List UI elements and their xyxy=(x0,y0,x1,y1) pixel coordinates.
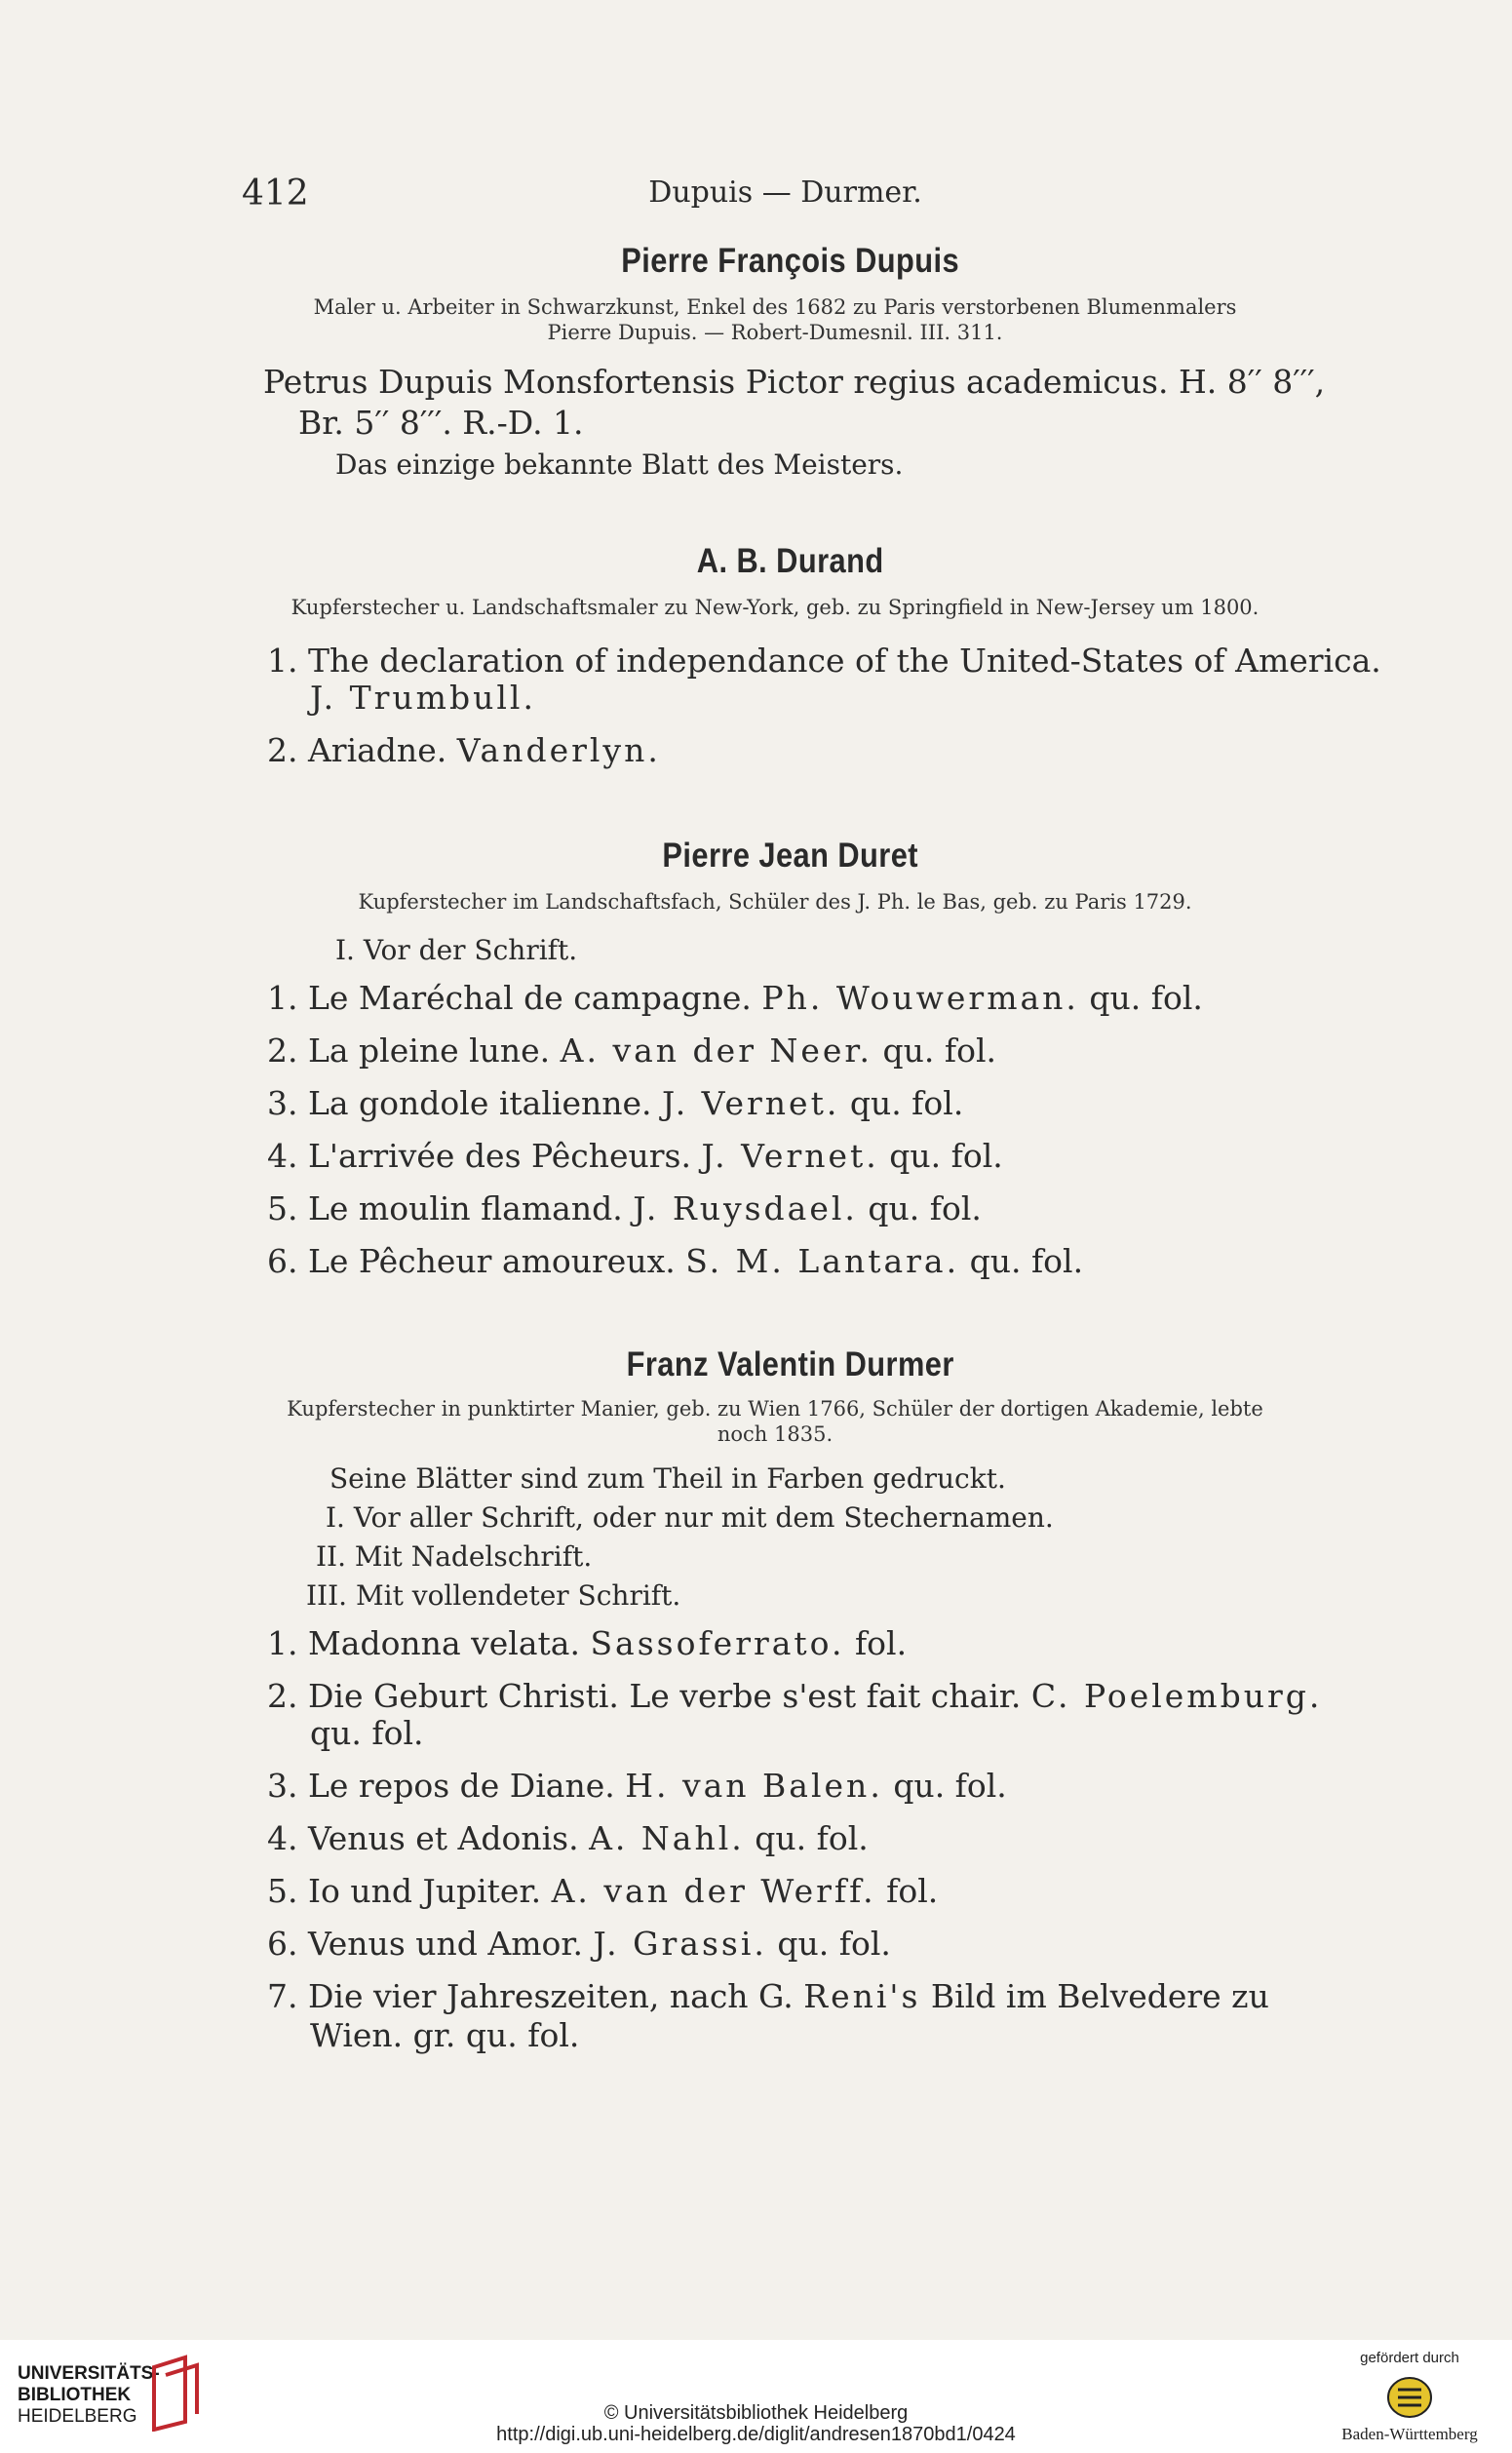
entry-line xyxy=(267,1819,869,1857)
section-title-duret: Pierre Jean Duret xyxy=(662,837,918,875)
bio-line: Pierre Dupuis. — Robert-Dumesnil. III. 311. xyxy=(547,321,1003,344)
entry-line xyxy=(267,1137,1003,1175)
entry-artist: J. Grassi. xyxy=(593,1925,767,1963)
entry-title: 2. La pleine lune. xyxy=(267,1032,551,1070)
entry-format: qu. fol. xyxy=(889,1137,1003,1175)
entry-title: 5. Le moulin flamand. xyxy=(267,1189,623,1227)
bio-dupuis xyxy=(273,294,1277,345)
bio-line: Maler u. Arbeiter in Schwarzkunst, Enkel des 1682 zu Paris verstorbenen Blumenmalers xyxy=(313,295,1237,319)
library-name-line: HEIDELBERG xyxy=(18,2406,137,2427)
entry-title: 5. Io und Jupiter. xyxy=(267,1872,542,1910)
entry-line xyxy=(267,1624,907,1662)
entry-artist: A. van der Werff. xyxy=(551,1872,876,1910)
footer-bar xyxy=(0,2340,1512,2453)
entry-line xyxy=(267,1242,1083,1280)
entry-note: Das einzige bekannte Blatt des Meisters. xyxy=(335,448,904,481)
state-note: III. Mit vollendeter Schrift. xyxy=(306,1579,681,1612)
entry-title: 2. Die Geburt Christi. Le verbe s'est fait chair. xyxy=(267,1677,1022,1715)
entry-line xyxy=(267,731,661,769)
entry-title: 4. L'arrivée des Pêcheurs. xyxy=(267,1137,691,1175)
entry-line xyxy=(267,1925,891,1963)
entry-artist: Ph. Wouwerman. xyxy=(761,979,1079,1017)
entry-artist: C. Poelemburg. xyxy=(1030,1677,1323,1715)
entry-line: Br. 5′′ 8′′′. R.-D. 1. xyxy=(298,404,584,442)
entry-artist: Sassoferrato. xyxy=(590,1624,845,1662)
entry-line-continued: Wien. gr. qu. fol. xyxy=(310,2016,580,2054)
entry-line xyxy=(267,979,1203,1017)
entry-artist: J. Vernet. xyxy=(701,1137,879,1175)
entry-line xyxy=(267,1977,1269,2015)
bio-durmer xyxy=(273,1396,1277,1447)
entry-title: 6. Venus und Amor. xyxy=(267,1925,583,1963)
state-crest-icon xyxy=(1378,2374,1441,2421)
bio-durand xyxy=(273,595,1277,620)
entry-title: 2. Ariadne. xyxy=(267,731,447,769)
sponsor-label: gefördert durch xyxy=(1360,2350,1459,2366)
entry-artist: S. M. Lantara. xyxy=(685,1242,960,1280)
entry-artist: J. Vernet. xyxy=(662,1084,840,1122)
bio-line: Kupferstecher im Landschaftsfach, Schüler des J. Ph. le Bas, geb. zu Paris 1729. xyxy=(358,890,1192,914)
bio-line: noch 1835. xyxy=(717,1422,834,1446)
bio-duret xyxy=(273,889,1277,915)
library-name-line: UNIVERSITÄTS- xyxy=(18,2363,160,2384)
entry-artist: Vanderlyn. xyxy=(456,731,661,769)
bio-line: Kupferstecher in punktirter Manier, geb. zu Wien 1766, Schüler der dortigen Akademie, lebte xyxy=(287,1397,1263,1421)
entry-title: 7. Die vier Jahreszeiten, nach G. xyxy=(267,1977,794,2015)
entry-line xyxy=(267,1032,996,1070)
section-title-durmer: Franz Valentin Durmer xyxy=(626,1345,954,1383)
entry-artist: J. Ruysdael. xyxy=(633,1189,858,1227)
copyright-text: © Universitätsbibliothek Heidelberg xyxy=(603,2402,909,2424)
entry-title: 1. Le Maréchal de campagne. xyxy=(267,979,752,1017)
entry-line xyxy=(267,1677,1322,1715)
state-note: II. Mit Nadelschrift. xyxy=(316,1540,593,1573)
entry-line xyxy=(267,1872,938,1910)
library-name-line: BIBLIOTHEK xyxy=(18,2385,132,2405)
entry-title: 4. Venus et Adonis. xyxy=(267,1819,579,1857)
section-title-dupuis: Pierre François Dupuis xyxy=(621,242,960,280)
entry-artist: A. van der Neer. xyxy=(560,1032,873,1070)
entry-line xyxy=(267,1767,1007,1805)
entry-format: fol. xyxy=(886,1872,939,1910)
entry-line xyxy=(267,1189,982,1227)
entry-format: qu. fol. xyxy=(849,1084,964,1122)
entry-format: qu. fol. xyxy=(969,1242,1084,1280)
entry-format: qu. fol. xyxy=(868,1189,982,1227)
section-title-durand: A. B. Durand xyxy=(696,542,884,580)
entry-title: 1. Madonna velata. xyxy=(267,1624,580,1662)
page-number: 412 xyxy=(242,174,309,214)
entry-format: qu. fol. xyxy=(1089,979,1203,1017)
entry-format: qu. fol. xyxy=(893,1767,1007,1805)
entry-line: Petrus Dupuis Monsfortensis Pictor regius academicus. H. 8′′ 8′′′, xyxy=(263,363,1326,401)
permalink[interactable]: http://digi.ub.uni-heidelberg.de/diglit/andresen1870bd1/0424 xyxy=(496,2424,1016,2445)
state-note: I. Vor der Schrift. xyxy=(335,934,578,966)
state-note: I. Vor aller Schrift, oder nur mit dem Stechernamen. xyxy=(326,1501,1054,1534)
sponsor-block xyxy=(1327,2350,1493,2444)
entry-artist: A. Nahl. xyxy=(589,1819,745,1857)
entry-artist: J. Trumbull. xyxy=(310,679,536,717)
sponsor-name: Baden-Württemberg xyxy=(1341,2425,1478,2443)
bio-line: Kupferstecher u. Landschaftsmaler zu New-York, geb. zu Springfield in New-Jersey um 1800. xyxy=(291,596,1260,619)
entry-line-continued: qu. fol. xyxy=(310,1714,424,1752)
entry-note: Seine Blätter sind zum Theil in Farben gedruckt. xyxy=(330,1462,1006,1495)
entry-line xyxy=(267,1084,963,1122)
entry-format: fol. xyxy=(854,1624,908,1662)
entry-title: 6. Le Pêcheur amoureux. xyxy=(267,1242,676,1280)
entry-title: 3. Le repos de Diane. xyxy=(267,1767,615,1805)
entry-format: qu. fol. xyxy=(755,1819,869,1857)
entry-title: 3. La gondole italienne. xyxy=(267,1084,652,1122)
entry-artist: H. van Balen. xyxy=(625,1767,883,1805)
entry-format: Bild im Belvedere zu xyxy=(930,1977,1269,2015)
entry-format: qu. fol. xyxy=(882,1032,997,1070)
entry-line: 1. The declaration of independance of the United-States of America. xyxy=(267,642,1381,680)
running-head: Dupuis — Durmer. xyxy=(648,175,922,210)
entry-format: qu. fol. xyxy=(777,1925,891,1963)
entry-artist: Reni's xyxy=(803,1977,921,2015)
copyright-block xyxy=(0,2402,1512,2445)
